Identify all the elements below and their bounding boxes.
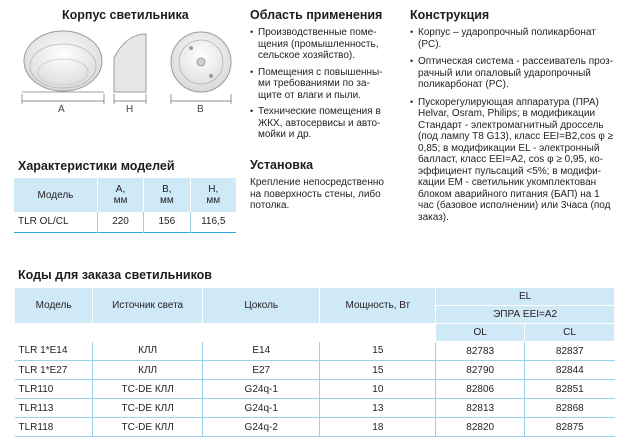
table-row: TLR 1*E27 КЛЛ E27 15 82790 82844 [15,361,615,380]
bullet-icon: • [410,56,414,66]
front-view-drawing [22,31,104,104]
column-header-cl: CL [525,324,615,342]
side-view-drawing [114,34,146,104]
column-header-socket: Цоколь [203,288,320,324]
characteristics-header-row [14,178,236,212]
column-header-source: Источник света [93,288,203,324]
column-header-a: A, мм [97,178,143,212]
dimension-label-h: H [126,104,134,115]
table-row: TLR 1*E14 КЛЛ E14 15 82783 82837 [15,342,615,361]
column-header-h: H, мм [190,178,236,212]
dimension-label-a: A [58,104,65,115]
column-header-b: B, мм [144,178,190,212]
dimension-label-b: B [197,104,204,115]
column-header-el: EL [436,288,615,306]
table-row: TLR118 TC-DE КЛЛ G24q-2 18 82820 82875 [15,418,615,437]
application-title: Область применения [250,8,383,22]
application-list [250,27,395,141]
bullet-icon: • [250,27,254,37]
construction-item: • Пускорегулирующая аппаратура (ПРА) Helvar, Osram, Philips; в модификации Стандарт - электромагнитный дроссель (под лампу T8 G13), класс EEI=B2,cos φ ≥ 0,85; в модификации EL - электронный баллаcт, класс EEI=A2, cos φ ≥ 0,95, ко- эффициент пульсаций <5%; в модифи- кации EM - светильник укомплектован блоком аварийного питания (БАП) на 1 час (базовое исполнении) или 3часа (под заказ). [410,96,614,223]
table-row: TLR OL/CL 220 156 116,5 [14,212,236,232]
column-header-model: Модель [14,178,97,212]
characteristics-title: Характеристики моделей [18,159,175,173]
application-item: • Производственные поме- щения (промышленность, сельское хозяйство). [250,27,379,61]
construction-item: • Оптическая система - рассеиватель проз- рачный или опаловый ударопрочный поликарбонат (PC). [410,56,614,90]
bullet-icon: • [410,96,414,107]
top-view-drawing [171,32,231,104]
construction-list [410,27,625,223]
order-codes-table [14,287,615,437]
characteristics-table [14,178,236,233]
body-section-title: Корпус светильника [62,8,189,22]
application-item: • Технические помещения в ЖКХ, автосервисы и авто- мойки и др. [250,106,381,140]
mounting-title: Установка [250,158,314,172]
bullet-icon: • [410,27,414,37]
luminaire-drawings [14,28,236,126]
bullet-icon: • [250,106,254,116]
bullet-icon: • [250,66,254,77]
column-header-power: Мощность, Вт [320,288,436,324]
construction-title: Конструкция [410,8,490,22]
column-header-ol: OL [436,324,525,342]
table-row: TLR110 TC-DE КЛЛ G24q-1 10 82806 82851 [15,380,615,399]
column-header-model: Модель [15,288,93,324]
order-codes-title: Коды для заказа светильников [18,268,212,282]
column-header-epra: ЭПРА EEI=A2 [436,306,615,324]
application-item: • Помещения с повышенны- ми требованиями по за- щите от влаги и пыли. [250,66,383,101]
construction-item: • Корпус – ударопрочный поликарбонат (PC). [410,27,596,50]
table-row: TLR113 TC-DE КЛЛ G24q-1 13 82813 82868 [15,399,615,418]
mounting-text: Крепление непосредственно на поверхность стены, либо потолка. [250,177,384,211]
